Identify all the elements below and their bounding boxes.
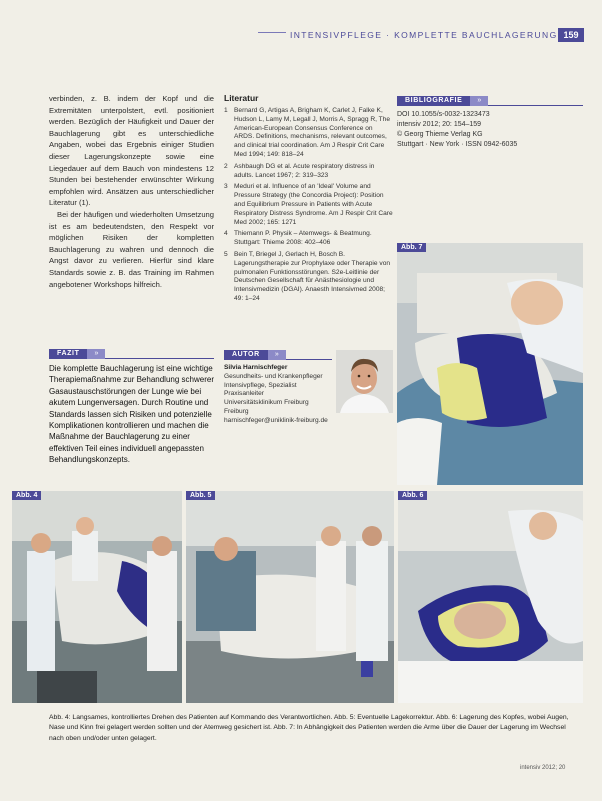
figure-abb5-label: Abb. 5	[186, 491, 215, 500]
figure-caption: Abb. 4: Langsames, kontrolliertes Drehen des Patienten auf Kommando des Verantwortlichen. Abb. 5: Eventuelle Lagekorrektur. Abb. 6: Lagerung des Kopfes, wobei Augen, Nase und Kinn frei gelagert werden sollten und der Atemweg gesichert ist. Abb. 7: In Abhängigkeit des Patienten werden die Arme über die Dauer der Lagerung im Wechsel nach oben und/oder unten gelagert.	[49, 714, 569, 742]
reference-list	[224, 107, 394, 304]
figure-abb6-photo	[398, 491, 583, 703]
bibliografie-rule	[488, 105, 583, 106]
bibliografie-arrow-icon: »	[470, 96, 488, 106]
literature-column	[224, 93, 394, 307]
autor-email: harnischfeger@uniklinik-freiburg.de	[224, 416, 328, 424]
body-paragraph-1: verbinden, z. B. indem der Kopf und die Extremitäten unterpolstert, evtl. positioniert werden. Bezüglich der Häufigkeit und Dauer der Bauchlagerung gibt es unterschiedliche Angaben, wobei das Ergebnis einiger Studien dieser Lagerungskonzepte sowie eine Liegedauer auf dem Bauch von mindestens 12 Stunden bei bestehender erwünschter Wirkung empfohlen wird. Ansätzen aus unterschiedlicher Literatur (1).	[49, 94, 214, 208]
autor-box	[224, 350, 394, 426]
figure-abb7-label: Abb. 7	[397, 243, 426, 252]
bibliografie-box	[397, 96, 583, 150]
reference-item: 2 Ashbaugh DG et al. Acute respiratory distress in adults. Lancet 1967; 2: 319–323	[224, 162, 375, 179]
autor-line: Praxisanleiter	[224, 390, 264, 398]
bibliografie-line: intensiv 2012; 20: 154–159	[397, 121, 482, 128]
figure-abb4-label: Abb. 4	[12, 491, 41, 500]
bibliografie-line: DOI 10.1055/s-0032-1323473	[397, 111, 490, 118]
reference-item: 3 Meduri et al. Influence of an 'Ideal' Volume and Pressure Strategy (the Concordia Project): Position and Equilibrium Pressure in Patients with Acute Respiratory Distress Syndrome. Am J Respir Crit Care Med 2002; 165: 1271	[224, 183, 393, 226]
figure-abb6-label: Abb. 6	[398, 491, 427, 500]
bibliografie-heading	[397, 96, 583, 106]
autor-line: Universitätsklinikum Freiburg	[224, 399, 309, 407]
page-number: 159	[558, 28, 584, 42]
figure-abb4-photo	[12, 491, 182, 703]
literature-heading: Literatur	[224, 93, 259, 103]
bibliografie-line: Stuttgart · New York · ISSN 0942-6035	[397, 141, 518, 148]
autor-line: Intensivpflege, Spezialist	[224, 381, 297, 389]
header-title: INTENSIVPFLEGE · KOMPLETTE BAUCHLAGERUNG	[286, 30, 562, 40]
fazit-rule	[105, 358, 214, 359]
page-footer: intensiv 2012; 20	[520, 765, 566, 771]
autor-line: Freiburg	[224, 407, 249, 415]
running-header	[0, 30, 602, 44]
autor-arrow-icon: »	[268, 350, 286, 360]
reference-item: 4 Thiemann P. Physik – Atemwegs- & Beatmung. Stuttgart: Thieme 2008: 402–406	[224, 230, 372, 247]
autor-name: Silvia Harnischfeger	[224, 364, 288, 371]
autor-label: AUTOR	[224, 350, 268, 360]
figure-abb7-photo	[397, 243, 583, 485]
bibliografie-label: BIBLIOGRAFIE	[397, 96, 470, 106]
fazit-label: FAZIT	[49, 349, 87, 359]
reference-item: 1 Bernard G, Artigas A, Brigham K, Carlet J, Falke K, Hudson L, Lamy M, Legall J, Morris A, Spragg R, The American-European Consensus Conference on ARDS. Definitions, mechanisms, relevant outcomes, and clinical trial coordination. Am J Respir Crit Care Med 1994; 149: 818–24	[224, 107, 390, 158]
author-portrait-image	[336, 350, 393, 413]
body-text-column	[49, 93, 214, 290]
bibliografie-text	[397, 110, 583, 150]
autor-details	[224, 364, 330, 426]
autor-heading	[224, 350, 332, 360]
bibliografie-line: © Georg Thieme Verlag KG	[397, 131, 483, 138]
fazit-arrow-icon: »	[87, 349, 105, 359]
autor-line: Gesundheits- und Krankenpfleger	[224, 372, 323, 380]
fazit-box	[49, 349, 214, 466]
fazit-text: Die komplette Bauchlagerung ist eine wichtige Therapiemaßnahme zur Behandlung schwerer Gasaustauschstörungen der Lunge wie bei akutem Lungenversagen. Durch Routine und Standards lassen sich Risiken und potenzielle Komplikationen kontrollieren und machen die Maßnahme der Bauchlagerung zu einer effektiven Teil eines individuell angepassten Behandlungskonzepts.	[49, 364, 214, 465]
figure-abb5-photo	[186, 491, 394, 703]
reference-item: 5 Bein T, Briegel J, Gerlach H, Bosch B. Lagerungstherapie zur Prophylaxe oder Therapie von pulmonalen Funktionsstörungen. S2e-Leitlinie der Deutschen Gesellschaft für Anästhesiologie und Intensivmedizin (DGAI). Anaesth Intensivmed 2008; 49: 1–24	[224, 250, 391, 302]
fazit-heading	[49, 349, 214, 359]
autor-rule	[286, 359, 332, 360]
body-paragraph-2: Bei der häufigen und wiederholten Umsetzung ist es am bedeutendsten, den Respekt vor möglichen Risiken der kompletten Bauchlagerung zu wahren und dennoch die Angst davor zu verlieren. Hierfür sind klare Standards sowie z. B. das Training im Rahmen angebotener Workshops hilfreich.	[49, 209, 214, 289]
